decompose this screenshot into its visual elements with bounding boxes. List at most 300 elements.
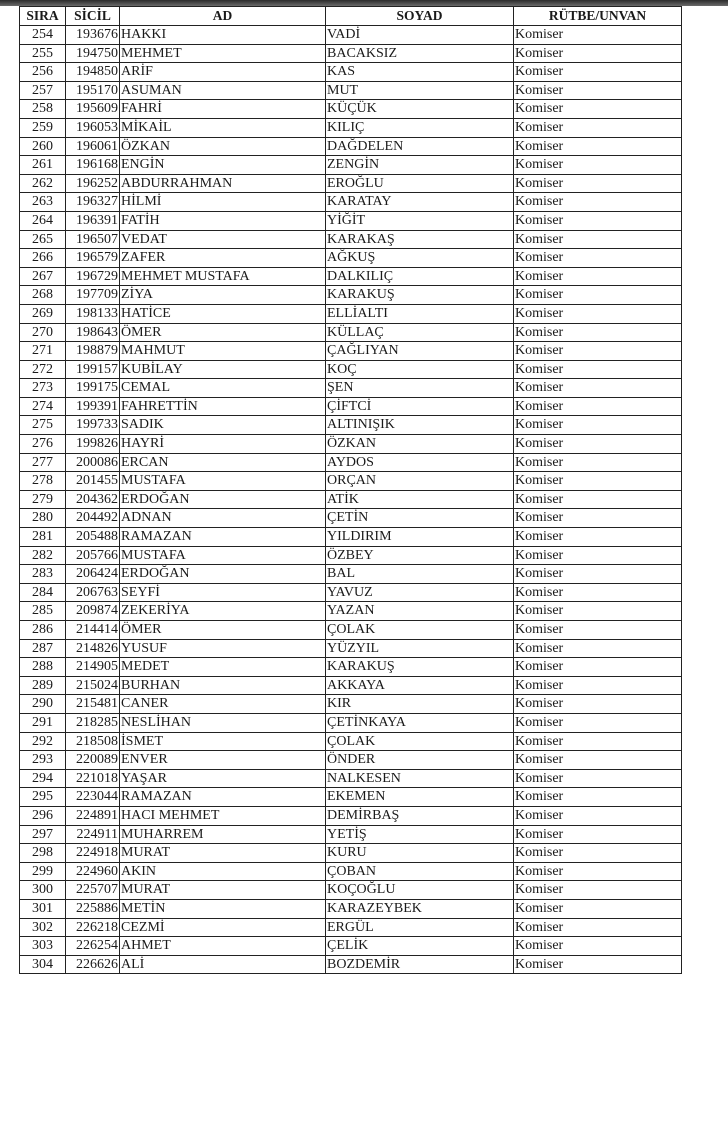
cell-soyad: ÖZBEY: [326, 546, 514, 565]
cell-sira: 260: [20, 137, 66, 156]
cell-soyad: DALKILIÇ: [326, 267, 514, 286]
cell-ad: MUSTAFA: [120, 546, 326, 565]
cell-sira: 293: [20, 751, 66, 770]
cell-sira: 296: [20, 806, 66, 825]
cell-sira: 256: [20, 63, 66, 82]
cell-soyad: DAĞDELEN: [326, 137, 514, 156]
table-row: [20, 899, 682, 918]
cell-soyad: EKEMEN: [326, 788, 514, 807]
cell-rutbe: Komiser: [514, 713, 682, 732]
cell-sicil: 218285: [66, 713, 120, 732]
cell-rutbe: Komiser: [514, 211, 682, 230]
cell-rutbe: Komiser: [514, 937, 682, 956]
cell-ad: MEHMET MUSTAFA: [120, 267, 326, 286]
cell-sicil: 201455: [66, 472, 120, 491]
cell-sira: 280: [20, 509, 66, 528]
cell-rutbe: Komiser: [514, 788, 682, 807]
cell-sicil: 196729: [66, 267, 120, 286]
table-row: [20, 156, 682, 175]
cell-ad: HATİCE: [120, 304, 326, 323]
cell-soyad: KAS: [326, 63, 514, 82]
header-rutbe: RÜTBE/UNVAN: [514, 7, 682, 26]
cell-soyad: KARATAY: [326, 193, 514, 212]
table-row: [20, 937, 682, 956]
table-row: [20, 286, 682, 305]
cell-rutbe: Komiser: [514, 267, 682, 286]
cell-rutbe: Komiser: [514, 806, 682, 825]
cell-sicil: 196168: [66, 156, 120, 175]
table-row: [20, 639, 682, 658]
cell-sicil: 224918: [66, 844, 120, 863]
cell-sira: 265: [20, 230, 66, 249]
cell-sira: 297: [20, 825, 66, 844]
header-soyad: SOYAD: [326, 7, 514, 26]
table-row: [20, 267, 682, 286]
cell-sicil: 223044: [66, 788, 120, 807]
table-row: [20, 769, 682, 788]
cell-sicil: 226218: [66, 918, 120, 937]
table-row: [20, 713, 682, 732]
cell-rutbe: Komiser: [514, 472, 682, 491]
cell-ad: METİN: [120, 899, 326, 918]
cell-sira: 291: [20, 713, 66, 732]
cell-ad: İSMET: [120, 732, 326, 751]
cell-ad: ADNAN: [120, 509, 326, 528]
cell-sira: 298: [20, 844, 66, 863]
cell-sicil: 194850: [66, 63, 120, 82]
header-sicil: SİCİL: [66, 7, 120, 26]
cell-soyad: ALTINIŞIK: [326, 416, 514, 435]
cell-rutbe: Komiser: [514, 342, 682, 361]
cell-sicil: 200086: [66, 453, 120, 472]
cell-sira: 303: [20, 937, 66, 956]
cell-sicil: 196507: [66, 230, 120, 249]
table-row: [20, 379, 682, 398]
cell-sicil: 198879: [66, 342, 120, 361]
cell-sicil: 196252: [66, 174, 120, 193]
cell-soyad: YAVUZ: [326, 583, 514, 602]
table-row: [20, 193, 682, 212]
cell-sicil: 225886: [66, 899, 120, 918]
table-row: [20, 360, 682, 379]
cell-ad: FAHRETTİN: [120, 397, 326, 416]
cell-soyad: ÇOBAN: [326, 862, 514, 881]
cell-ad: BURHAN: [120, 676, 326, 695]
table-row: [20, 955, 682, 974]
cell-sira: 292: [20, 732, 66, 751]
cell-ad: ENVER: [120, 751, 326, 770]
cell-soyad: ÇOLAK: [326, 621, 514, 640]
cell-ad: RAMAZAN: [120, 788, 326, 807]
cell-ad: ZİYA: [120, 286, 326, 305]
cell-rutbe: Komiser: [514, 249, 682, 268]
cell-sicil: 196053: [66, 118, 120, 137]
cell-rutbe: Komiser: [514, 844, 682, 863]
cell-rutbe: Komiser: [514, 583, 682, 602]
cell-ad: ASUMAN: [120, 81, 326, 100]
cell-ad: ENGİN: [120, 156, 326, 175]
cell-soyad: KOÇ: [326, 360, 514, 379]
cell-rutbe: Komiser: [514, 565, 682, 584]
cell-ad: HAKKI: [120, 26, 326, 45]
cell-sicil: 206763: [66, 583, 120, 602]
cell-soyad: YILDIRIM: [326, 528, 514, 547]
cell-sira: 285: [20, 602, 66, 621]
cell-soyad: KARAKUŞ: [326, 286, 514, 305]
cell-soyad: ERGÜL: [326, 918, 514, 937]
cell-sira: 301: [20, 899, 66, 918]
cell-sicil: 214414: [66, 621, 120, 640]
cell-sira: 278: [20, 472, 66, 491]
table-row: [20, 565, 682, 584]
cell-ad: MUSTAFA: [120, 472, 326, 491]
cell-rutbe: Komiser: [514, 174, 682, 193]
cell-ad: ALİ: [120, 955, 326, 974]
cell-ad: ARİF: [120, 63, 326, 82]
cell-soyad: KARAZEYBEK: [326, 899, 514, 918]
cell-soyad: KILIÇ: [326, 118, 514, 137]
cell-rutbe: Komiser: [514, 639, 682, 658]
cell-rutbe: Komiser: [514, 397, 682, 416]
cell-sicil: 199391: [66, 397, 120, 416]
cell-sira: 262: [20, 174, 66, 193]
cell-soyad: ÇETİNKAYA: [326, 713, 514, 732]
cell-sicil: 197709: [66, 286, 120, 305]
cell-ad: SEYFİ: [120, 583, 326, 602]
cell-rutbe: Komiser: [514, 546, 682, 565]
cell-rutbe: Komiser: [514, 360, 682, 379]
cell-ad: MAHMUT: [120, 342, 326, 361]
cell-rutbe: Komiser: [514, 286, 682, 305]
cell-soyad: ÇELİK: [326, 937, 514, 956]
cell-sira: 284: [20, 583, 66, 602]
cell-ad: MURAT: [120, 844, 326, 863]
personnel-table: [19, 6, 682, 974]
cell-soyad: KIR: [326, 695, 514, 714]
cell-rutbe: Komiser: [514, 323, 682, 342]
cell-sira: 302: [20, 918, 66, 937]
table-row: [20, 602, 682, 621]
cell-sira: 286: [20, 621, 66, 640]
cell-ad: MURAT: [120, 881, 326, 900]
cell-sicil: 196327: [66, 193, 120, 212]
table-row: [20, 472, 682, 491]
table-row: [20, 26, 682, 45]
cell-sicil: 196391: [66, 211, 120, 230]
cell-sira: 294: [20, 769, 66, 788]
cell-sira: 263: [20, 193, 66, 212]
cell-soyad: NALKESEN: [326, 769, 514, 788]
cell-soyad: KÜLLAÇ: [326, 323, 514, 342]
cell-ad: AHMET: [120, 937, 326, 956]
cell-sira: 300: [20, 881, 66, 900]
table-row: [20, 416, 682, 435]
cell-rutbe: Komiser: [514, 379, 682, 398]
table-row: [20, 211, 682, 230]
cell-rutbe: Komiser: [514, 695, 682, 714]
cell-sira: 270: [20, 323, 66, 342]
table-row: [20, 397, 682, 416]
cell-ad: ZAFER: [120, 249, 326, 268]
cell-rutbe: Komiser: [514, 509, 682, 528]
cell-ad: FATİH: [120, 211, 326, 230]
cell-sicil: 225707: [66, 881, 120, 900]
cell-sicil: 214826: [66, 639, 120, 658]
cell-sira: 266: [20, 249, 66, 268]
cell-sira: 290: [20, 695, 66, 714]
cell-ad: KUBİLAY: [120, 360, 326, 379]
cell-sira: 276: [20, 435, 66, 454]
table-row: [20, 435, 682, 454]
cell-soyad: KURU: [326, 844, 514, 863]
cell-soyad: YİĞİT: [326, 211, 514, 230]
cell-soyad: ÇİFTCİ: [326, 397, 514, 416]
cell-ad: ÖMER: [120, 621, 326, 640]
cell-rutbe: Komiser: [514, 881, 682, 900]
cell-ad: ÖMER: [120, 323, 326, 342]
cell-sira: 258: [20, 100, 66, 119]
cell-sira: 267: [20, 267, 66, 286]
cell-sira: 281: [20, 528, 66, 547]
cell-sira: 273: [20, 379, 66, 398]
cell-sicil: 204492: [66, 509, 120, 528]
cell-soyad: YÜZYIL: [326, 639, 514, 658]
cell-sira: 275: [20, 416, 66, 435]
cell-soyad: ÖZKAN: [326, 435, 514, 454]
cell-sira: 304: [20, 955, 66, 974]
cell-sira: 282: [20, 546, 66, 565]
cell-rutbe: Komiser: [514, 453, 682, 472]
cell-sira: 287: [20, 639, 66, 658]
cell-ad: FAHRİ: [120, 100, 326, 119]
cell-sicil: 226626: [66, 955, 120, 974]
cell-sicil: 198643: [66, 323, 120, 342]
cell-sicil: 220089: [66, 751, 120, 770]
cell-rutbe: Komiser: [514, 100, 682, 119]
cell-sicil: 196061: [66, 137, 120, 156]
table-row: [20, 304, 682, 323]
cell-soyad: KARAKAŞ: [326, 230, 514, 249]
cell-sicil: 224891: [66, 806, 120, 825]
cell-sicil: 206424: [66, 565, 120, 584]
cell-soyad: VADİ: [326, 26, 514, 45]
cell-ad: YUSUF: [120, 639, 326, 658]
header-ad: AD: [120, 7, 326, 26]
cell-soyad: ATİK: [326, 490, 514, 509]
cell-sira: 283: [20, 565, 66, 584]
cell-rutbe: Komiser: [514, 751, 682, 770]
table-row: [20, 528, 682, 547]
cell-sira: 264: [20, 211, 66, 230]
cell-rutbe: Komiser: [514, 621, 682, 640]
cell-sicil: 204362: [66, 490, 120, 509]
cell-sira: 259: [20, 118, 66, 137]
header-sira: SIRA: [20, 7, 66, 26]
table-row: [20, 137, 682, 156]
cell-ad: YAŞAR: [120, 769, 326, 788]
cell-rutbe: Komiser: [514, 193, 682, 212]
cell-sicil: 195170: [66, 81, 120, 100]
cell-sira: 255: [20, 44, 66, 63]
cell-rutbe: Komiser: [514, 918, 682, 937]
cell-sira: 272: [20, 360, 66, 379]
cell-ad: VEDAT: [120, 230, 326, 249]
cell-ad: HACI MEHMET: [120, 806, 326, 825]
cell-ad: MİKAİL: [120, 118, 326, 137]
table-row: [20, 490, 682, 509]
cell-ad: CANER: [120, 695, 326, 714]
cell-sicil: 196579: [66, 249, 120, 268]
cell-ad: HİLMİ: [120, 193, 326, 212]
cell-ad: RAMAZAN: [120, 528, 326, 547]
cell-sicil: 194750: [66, 44, 120, 63]
table-row: [20, 546, 682, 565]
cell-rutbe: Komiser: [514, 44, 682, 63]
cell-rutbe: Komiser: [514, 416, 682, 435]
cell-soyad: DEMİRBAŞ: [326, 806, 514, 825]
table-row: [20, 81, 682, 100]
cell-sicil: 224960: [66, 862, 120, 881]
table-row: [20, 100, 682, 119]
table-row: [20, 881, 682, 900]
cell-sira: 257: [20, 81, 66, 100]
table-row: [20, 862, 682, 881]
table-row: [20, 732, 682, 751]
cell-rutbe: Komiser: [514, 230, 682, 249]
cell-rutbe: Komiser: [514, 769, 682, 788]
cell-soyad: ÇAĞLIYAN: [326, 342, 514, 361]
table-row: [20, 658, 682, 677]
table-row: [20, 844, 682, 863]
cell-soyad: AYDOS: [326, 453, 514, 472]
table-row: [20, 174, 682, 193]
cell-soyad: BACAKSIZ: [326, 44, 514, 63]
cell-rutbe: Komiser: [514, 955, 682, 974]
cell-rutbe: Komiser: [514, 732, 682, 751]
cell-sicil: 193676: [66, 26, 120, 45]
table-row: [20, 806, 682, 825]
table-row: [20, 323, 682, 342]
cell-soyad: MUT: [326, 81, 514, 100]
cell-soyad: ÇETİN: [326, 509, 514, 528]
cell-sicil: 199826: [66, 435, 120, 454]
cell-ad: ÖZKAN: [120, 137, 326, 156]
cell-sicil: 214905: [66, 658, 120, 677]
cell-ad: ERCAN: [120, 453, 326, 472]
cell-rutbe: Komiser: [514, 676, 682, 695]
cell-sicil: 218508: [66, 732, 120, 751]
cell-rutbe: Komiser: [514, 658, 682, 677]
cell-ad: ERDOĞAN: [120, 565, 326, 584]
table-row: [20, 751, 682, 770]
cell-ad: MUHARREM: [120, 825, 326, 844]
cell-rutbe: Komiser: [514, 602, 682, 621]
table-row: [20, 118, 682, 137]
cell-sira: 269: [20, 304, 66, 323]
cell-rutbe: Komiser: [514, 528, 682, 547]
cell-soyad: KARAKUŞ: [326, 658, 514, 677]
cell-ad: MEHMET: [120, 44, 326, 63]
cell-sira: 289: [20, 676, 66, 695]
table-row: [20, 825, 682, 844]
cell-sicil: 195609: [66, 100, 120, 119]
cell-soyad: ÇOLAK: [326, 732, 514, 751]
cell-sicil: 226254: [66, 937, 120, 956]
cell-sicil: 215481: [66, 695, 120, 714]
table-row: [20, 44, 682, 63]
table-row: [20, 621, 682, 640]
cell-sira: 271: [20, 342, 66, 361]
cell-ad: HAYRİ: [120, 435, 326, 454]
cell-rutbe: Komiser: [514, 490, 682, 509]
cell-ad: SADIK: [120, 416, 326, 435]
table-row: [20, 249, 682, 268]
table-row: [20, 695, 682, 714]
cell-soyad: AKKAYA: [326, 676, 514, 695]
cell-sicil: 199175: [66, 379, 120, 398]
table-row: [20, 788, 682, 807]
cell-soyad: ORÇAN: [326, 472, 514, 491]
table-row: [20, 918, 682, 937]
cell-rutbe: Komiser: [514, 118, 682, 137]
cell-sicil: 205766: [66, 546, 120, 565]
table-row: [20, 63, 682, 82]
table-row: [20, 583, 682, 602]
cell-sira: 268: [20, 286, 66, 305]
cell-sira: 254: [20, 26, 66, 45]
cell-ad: ERDOĞAN: [120, 490, 326, 509]
cell-ad: ABDURRAHMAN: [120, 174, 326, 193]
table-row: [20, 342, 682, 361]
table-row: [20, 453, 682, 472]
cell-sira: 274: [20, 397, 66, 416]
cell-sira: 295: [20, 788, 66, 807]
cell-rutbe: Komiser: [514, 825, 682, 844]
cell-sira: 261: [20, 156, 66, 175]
cell-sira: 288: [20, 658, 66, 677]
cell-sicil: 205488: [66, 528, 120, 547]
cell-rutbe: Komiser: [514, 81, 682, 100]
table-row: [20, 509, 682, 528]
cell-rutbe: Komiser: [514, 26, 682, 45]
cell-sira: 279: [20, 490, 66, 509]
cell-sicil: 215024: [66, 676, 120, 695]
cell-ad: MEDET: [120, 658, 326, 677]
cell-soyad: KOÇOĞLU: [326, 881, 514, 900]
cell-soyad: AĞKUŞ: [326, 249, 514, 268]
cell-soyad: ELLİALTI: [326, 304, 514, 323]
cell-sira: 299: [20, 862, 66, 881]
cell-soyad: KÜÇÜK: [326, 100, 514, 119]
cell-sicil: 198133: [66, 304, 120, 323]
cell-ad: AKIN: [120, 862, 326, 881]
cell-rutbe: Komiser: [514, 137, 682, 156]
cell-soyad: BOZDEMİR: [326, 955, 514, 974]
cell-soyad: ÖNDER: [326, 751, 514, 770]
cell-soyad: ZENGİN: [326, 156, 514, 175]
cell-sicil: 224911: [66, 825, 120, 844]
cell-sicil: 199733: [66, 416, 120, 435]
cell-ad: CEZMİ: [120, 918, 326, 937]
table-row: [20, 230, 682, 249]
cell-sicil: 209874: [66, 602, 120, 621]
cell-rutbe: Komiser: [514, 63, 682, 82]
cell-ad: NESLİHAN: [120, 713, 326, 732]
cell-rutbe: Komiser: [514, 862, 682, 881]
cell-ad: CEMAL: [120, 379, 326, 398]
cell-sira: 277: [20, 453, 66, 472]
cell-soyad: BAL: [326, 565, 514, 584]
